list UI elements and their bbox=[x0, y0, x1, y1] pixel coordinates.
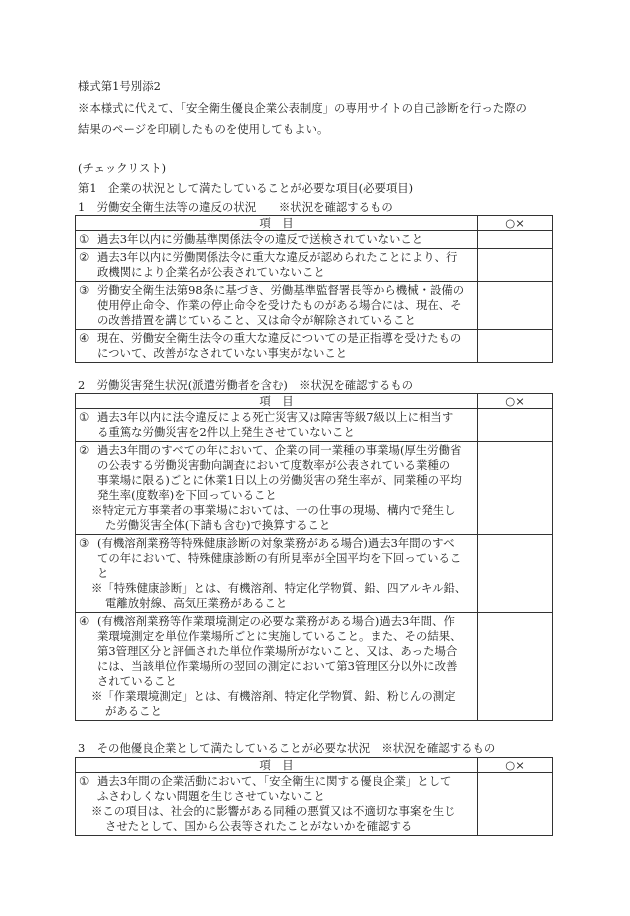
item-number: ② bbox=[79, 443, 90, 457]
item-number: ④ bbox=[79, 331, 90, 345]
check-cell[interactable] bbox=[478, 409, 553, 442]
table-row bbox=[76, 330, 553, 363]
item-text: 労働安全衛生法第98条に基づき、労働基準監督署長等から機械・設備の bbox=[97, 283, 465, 297]
sub2-heading: 2 労働災害発生状況(派遣労働者を含む) ※状況を確認するもの bbox=[78, 378, 414, 392]
item-text: 過去3年以内に法令違反による死亡災害又は障害等級7級以上に相当す bbox=[97, 410, 454, 424]
check-cell[interactable] bbox=[478, 442, 553, 535]
item-note: があること bbox=[105, 704, 162, 718]
item-text: の改善措置を講じていること、又は命令が解除されていること bbox=[97, 313, 416, 327]
check-cell[interactable] bbox=[478, 231, 553, 249]
item-note: させたとして、国から公表等されたことがないかを確認する bbox=[105, 819, 413, 833]
item-text: 発生率(度数率)を下回っていること bbox=[97, 488, 277, 502]
item-note: ※この項目は、社会的に影響がある同種の悪質又は不適切な事案を生じ bbox=[91, 804, 456, 818]
notice-line-1: ※本様式に代えて、「安全衛生優良企業公表制度」の専用サイトの自己診断を行った際の bbox=[78, 101, 527, 115]
item-text: 過去3年以内に労働関係法令に重大な違反が認められたことにより、行 bbox=[97, 250, 458, 264]
item-text: 現在、労働安全衛生法令の重大な違反についての是正指導を受けたもの bbox=[97, 331, 462, 345]
item-number: ④ bbox=[79, 614, 90, 628]
item-text: (有機溶剤業務等特殊健康診断の対象業務がある場合)過去3年間のすべ bbox=[97, 536, 455, 550]
sub3-heading: 3 その他優良企業として満たしていることが必要な状況 ※状況を確認するもの bbox=[78, 741, 496, 755]
col-item-header: 項 目 bbox=[76, 216, 478, 231]
item-text: (有機溶剤業務等作業環境測定の必要な業務がある場合)過去3年間、作 bbox=[97, 614, 455, 628]
item-text: には、当該単位作業場所の翌回の測定において第3管理区分以外に改善 bbox=[97, 659, 458, 673]
section1-heading: 第1 企業の状況として満たしていることが必要な項目(必要項目) bbox=[78, 181, 414, 195]
item-text: されていること bbox=[97, 674, 177, 688]
item-text: の公表する労働災害動向調査において度数率が公表されている業種の bbox=[97, 458, 451, 472]
notice-line-2: 結果のページを印刷したものを使用してもよい。 bbox=[78, 122, 329, 136]
check-cell[interactable] bbox=[478, 613, 553, 721]
col-mark-header: ○× bbox=[478, 394, 553, 409]
item-text: と bbox=[97, 566, 109, 580]
item-number: ① bbox=[79, 410, 90, 424]
item-note: た労働災害全体(下請も含む)で換算すること bbox=[105, 518, 331, 532]
form-id: 様式第1号別添2 bbox=[78, 79, 161, 93]
item-number: ① bbox=[79, 232, 90, 246]
col-item-header: 項 目 bbox=[76, 394, 478, 409]
table-row bbox=[76, 231, 553, 249]
item-text: 使用停止命令、作業の停止命令を受けたものがある場合には、現在、そ bbox=[97, 298, 462, 312]
item-text: 政機関により企業名が公表されていないこと bbox=[97, 265, 325, 279]
table-row bbox=[76, 773, 553, 836]
checklist-table-2 bbox=[75, 393, 553, 721]
item-text: る重篤な労働災害を2件以上発生させていないこと bbox=[97, 425, 355, 439]
item-number: ① bbox=[79, 774, 90, 788]
check-cell[interactable] bbox=[478, 330, 553, 363]
check-cell[interactable] bbox=[478, 773, 553, 836]
table-row bbox=[76, 249, 553, 282]
table-row bbox=[76, 409, 553, 442]
table-row bbox=[76, 282, 553, 330]
col-mark-header: ○× bbox=[478, 758, 553, 773]
table-row bbox=[76, 442, 553, 535]
item-text: ふさわしくない問題を生じさせていないこと bbox=[97, 789, 325, 803]
item-text: 過去3年間のすべての年において、企業の同一業種の事業場(厚生労働省 bbox=[97, 443, 462, 457]
check-cell[interactable] bbox=[478, 249, 553, 282]
item-note: ※「作業環境測定」とは、有機溶剤、特定化学物質、鉛、粉じんの測定 bbox=[91, 689, 456, 703]
item-text: 事業場に限る)ごとに休業1日以上の労働災害の発生率が、同業種の平均 bbox=[97, 473, 462, 487]
table-row bbox=[76, 535, 553, 613]
item-number: ② bbox=[79, 250, 90, 264]
item-text: 第3管理区分と評価された単位作業場所がないこと、又は、あった場合 bbox=[97, 644, 458, 658]
table-row bbox=[76, 613, 553, 721]
item-text: 過去3年以内に労働基準関係法令の違反で送検されていないこと bbox=[97, 232, 424, 246]
checklist-table-3 bbox=[75, 757, 553, 836]
item-text: ての年において、特殊健康診断の有所見率が全国平均を下回っているこ bbox=[97, 551, 462, 565]
item-text: 過去3年間の企業活動において、「安全衛生に関する優良企業」として bbox=[97, 774, 452, 788]
checklist-table-1 bbox=[75, 215, 553, 363]
checklist-title: (チェックリスト) bbox=[78, 161, 167, 175]
check-cell[interactable] bbox=[478, 282, 553, 330]
col-mark-header: ○× bbox=[478, 216, 553, 231]
item-number: ③ bbox=[79, 283, 90, 297]
item-text: 業環境測定を単位作業場所ごとに実施していること。また、その結果、 bbox=[97, 629, 462, 643]
item-text: について、改善がなされていない事実がないこと bbox=[97, 346, 348, 360]
item-note: ※特定元方事業者の事業場においては、一の仕事の現場、構内で発生し bbox=[91, 503, 456, 517]
item-number: ③ bbox=[79, 536, 90, 550]
check-cell[interactable] bbox=[478, 535, 553, 613]
item-note: 電離放射線、高気圧業務があること bbox=[105, 596, 288, 610]
sub1-heading: 1 労働安全衛生法等の違反の状況 ※状況を確認するもの bbox=[78, 200, 393, 214]
col-item-header: 項 目 bbox=[76, 758, 478, 773]
item-note: ※「特殊健康診断」とは、有機溶剤、特定化学物質、鉛、四アルキル鉛、 bbox=[91, 581, 467, 595]
